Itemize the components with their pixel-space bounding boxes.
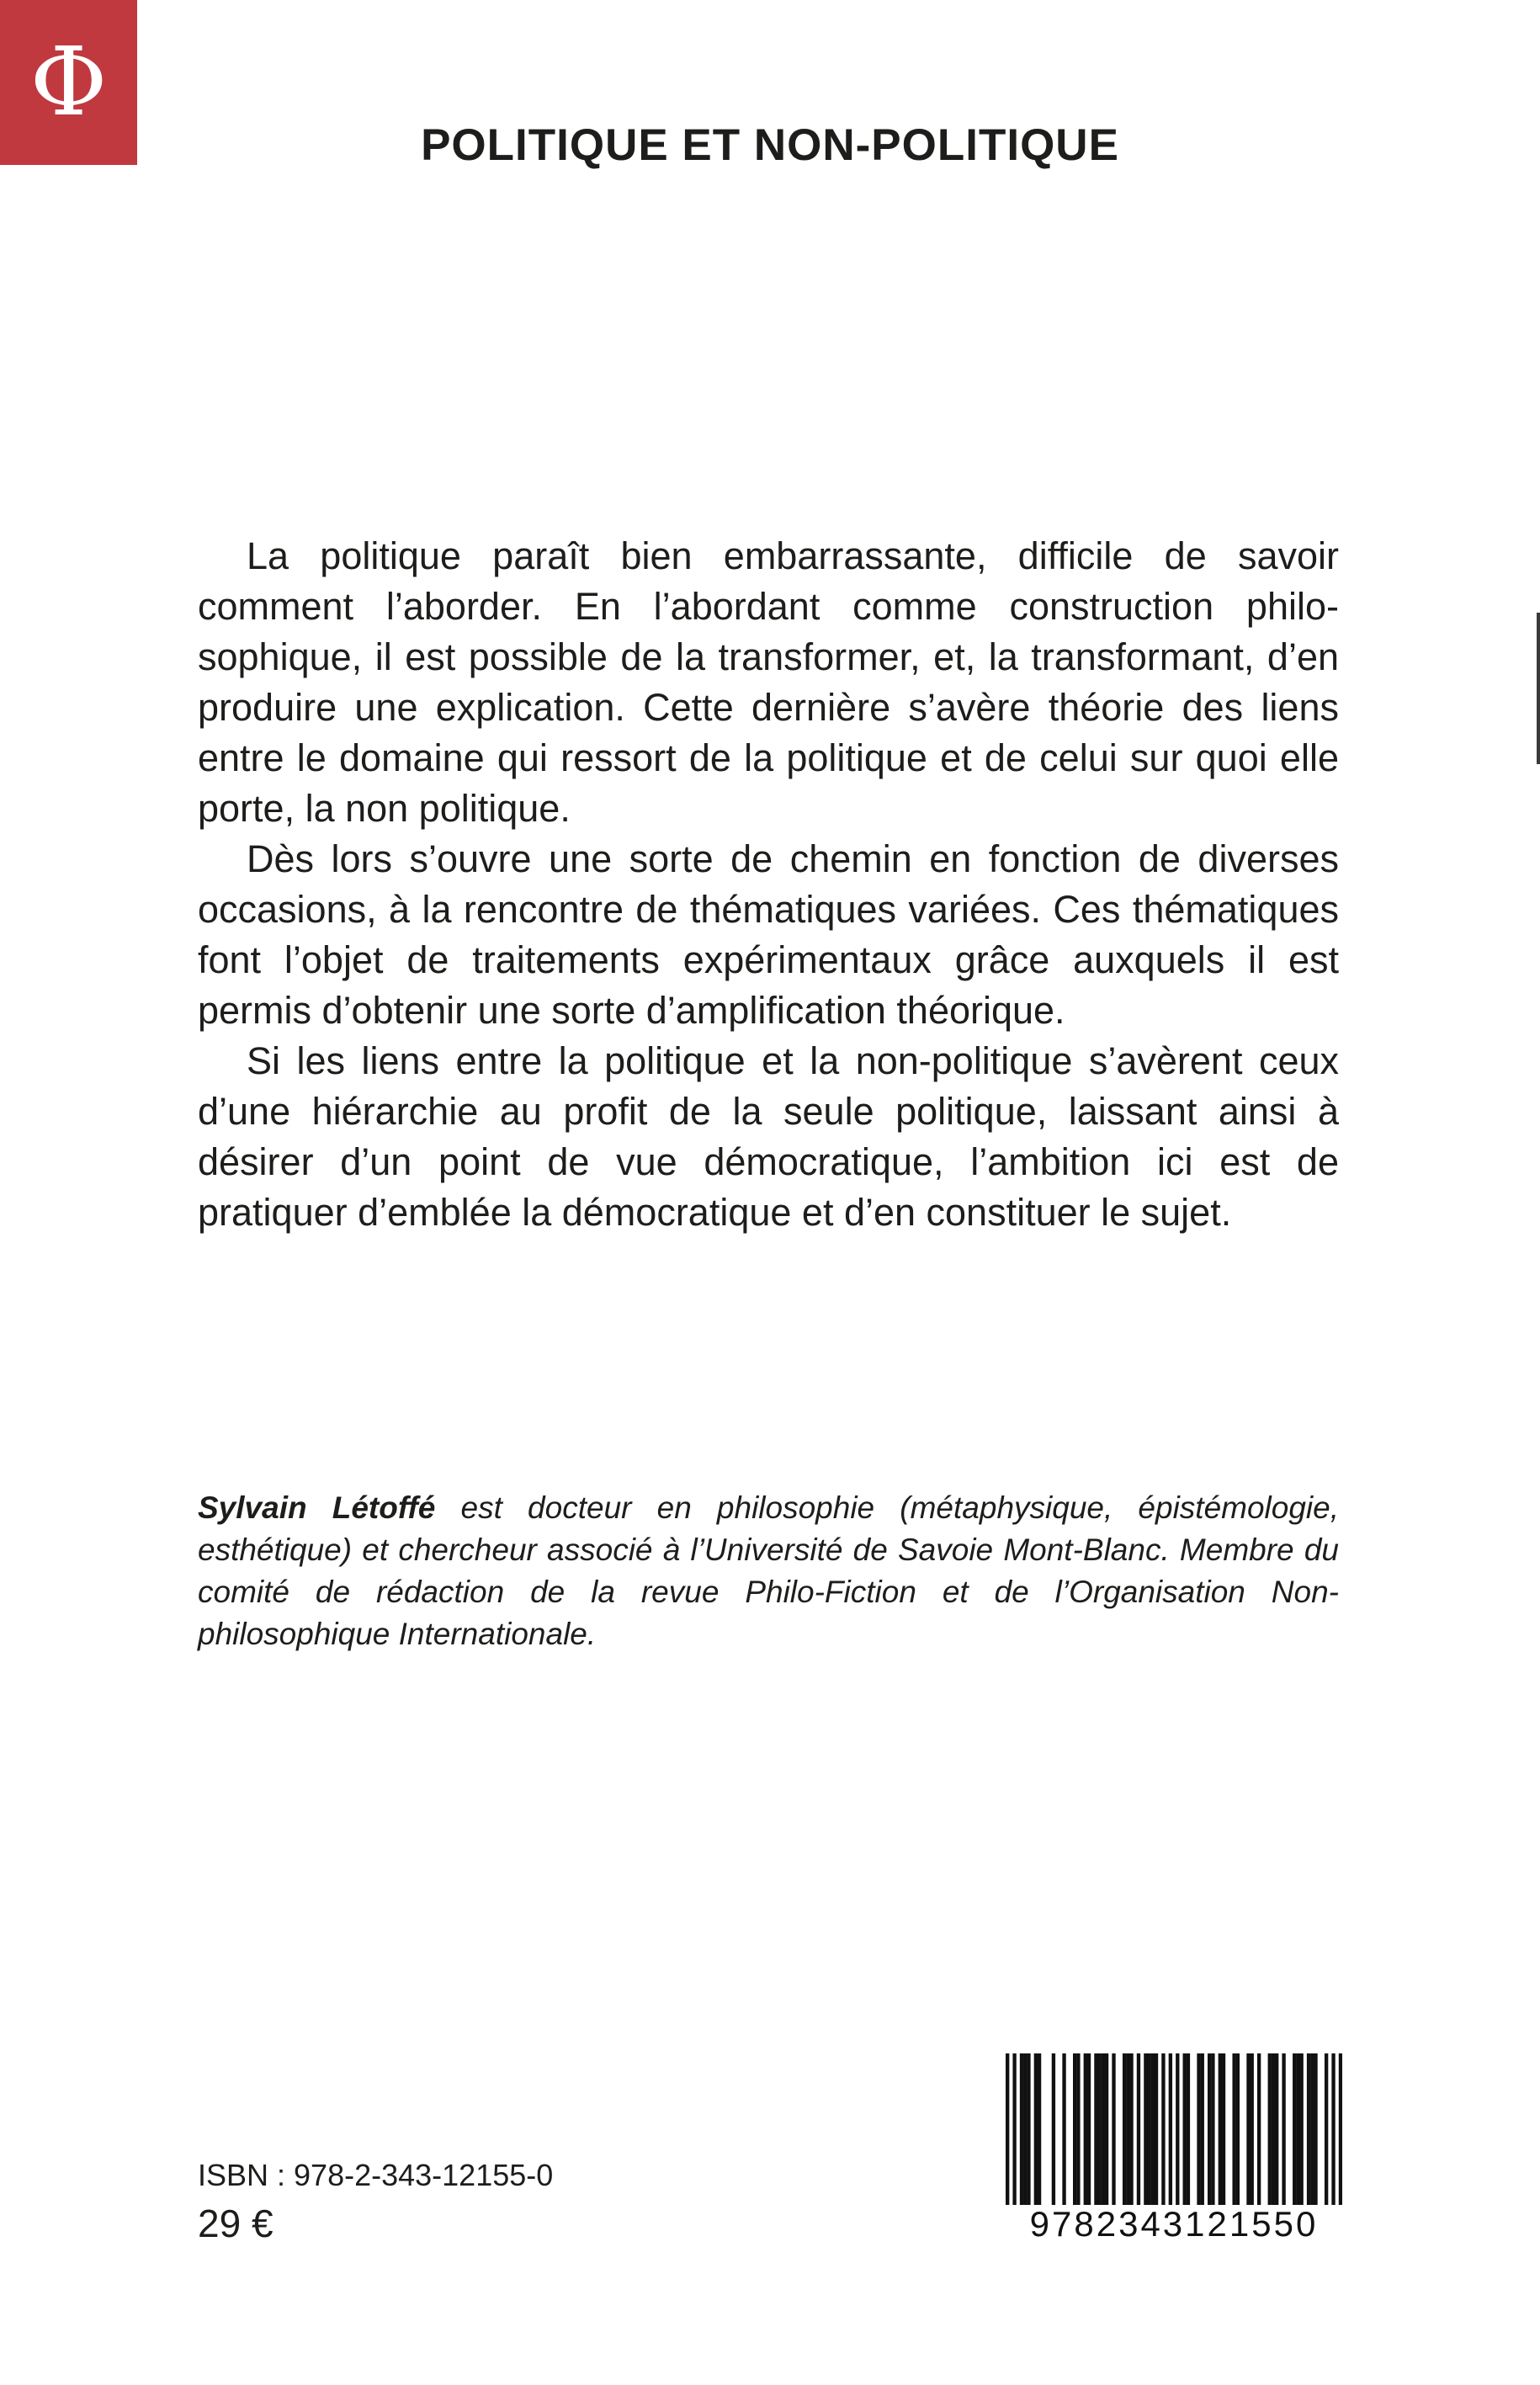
author-name: Sylvain Létoffé — [198, 1490, 436, 1525]
phi-icon: Φ — [29, 28, 108, 137]
isbn-label: ISBN : 978-2-343-12155-0 — [198, 2158, 554, 2192]
back-cover-summary — [198, 531, 1339, 1238]
summary-paragraph-1: La politique paraît bien embarrassante, difficile de savoir comment l’aborder. En l’abordant comme construction philo-sophique, il est possible de la transformer, et, la transformant, d’en produire une explication. Cette dernière s’avère théorie des liens entre le domaine qui ressort de la politique et de celui sur quoi elle porte, la non politique. — [198, 534, 1339, 830]
book-title: POLITIQUE ET NON-POLITIQUE — [421, 120, 1119, 170]
barcode-digits: 9782343121550 — [1006, 2205, 1342, 2244]
author-bio-text: est docteur en philosophie (métaphysique, épistémologie, esthétique) et chercheur associé à l’Université de Savoie Mont-Blanc. Membre du comité de rédaction de la revue Philo-Fiction et de l’Organisation Non-philosophique Internationale. — [198, 1490, 1339, 1651]
summary-paragraph-3: Si les liens entre la politique et la non-politique s’avèrent ceux d’une hiérarchie au profit de la seule politique, laissant ainsi à désirer d’un point de vue démocratique, l’ambition ici est de pratiquer d’emblée la démocratique et d’en constituer le sujet. — [198, 1039, 1339, 1234]
summary-paragraph-2: Dès lors s’ouvre une sorte de chemin en fonction de diverses occasions, à la rencontre de thématiques variées. Ces thématiques font l’objet de traitements expérimentaux grâce auxquels il est permis d’obtenir une sorte d’amplification théorique. — [198, 837, 1339, 1032]
barcode — [1006, 2053, 1342, 2244]
price-label: 29 € — [198, 2202, 273, 2245]
author-bio — [198, 1487, 1339, 1655]
spine-edge-mark — [1537, 613, 1540, 764]
